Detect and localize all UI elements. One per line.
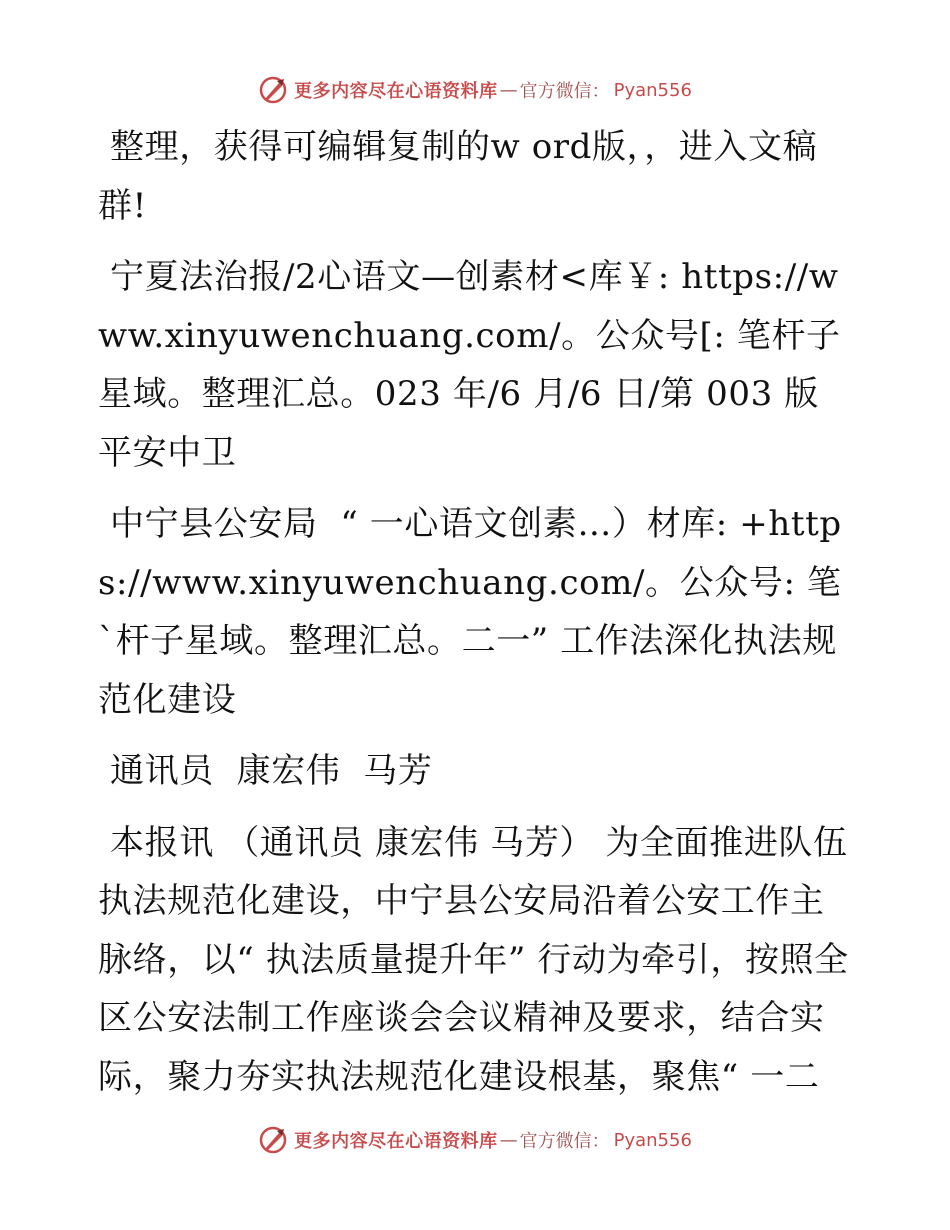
watermark-text: 更多内容尽在心语资料库 bbox=[294, 1131, 498, 1152]
watermark-header bbox=[0, 70, 950, 110]
paragraph-source: 宁夏法治报/2心语文—创素材<库￥: https://www.xinyuwenchuang.com/。公众号[: 笔杆子星域。整理汇总。023 年/6 月/6 日/第 003 版平安中卫 bbox=[98, 257, 841, 473]
paragraph-byline: 通讯员 康宏伟 马芳 bbox=[110, 751, 433, 791]
paragraph-headline: 中宁县公安局 “ 一心语文创素…）材库: +https://www.xinyuwenchuang.com/。公众号: 笔 `杆子星域。整理汇总。二一” 工作法深化执法规范化建设 bbox=[98, 504, 853, 720]
watermark-id: Pyan556 bbox=[613, 1129, 692, 1151]
watermark-sub: 官方微信： bbox=[519, 1131, 610, 1152]
watermark-separator: — bbox=[499, 79, 518, 101]
quill-logo-icon bbox=[258, 75, 288, 105]
watermark-separator: — bbox=[499, 1129, 518, 1151]
watermark-id: Pyan556 bbox=[613, 79, 692, 101]
quill-logo-icon bbox=[258, 1125, 288, 1155]
watermark-text: 更多内容尽在心语资料库 bbox=[294, 81, 498, 102]
paragraph-body: 本报讯 （通讯员 康宏伟 马芳） 为全面推进队伍执法规范化建设，中宁县公安局沿着公安工作主脉络，以“ 执法质量提升年” 行动为牵引，按照全区公安法制工作座谈会会议精神及要求，结合实际，聚力夯实执法规范化建设根基，聚焦“ 一二 bbox=[98, 822, 849, 1097]
paragraph-intro: 整理，获得可编辑复制的w ord版，，进入文稿群! bbox=[98, 127, 818, 226]
document-body bbox=[98, 118, 853, 1119]
watermark-footer bbox=[0, 1120, 950, 1160]
watermark-sub: 官方微信： bbox=[519, 81, 610, 102]
